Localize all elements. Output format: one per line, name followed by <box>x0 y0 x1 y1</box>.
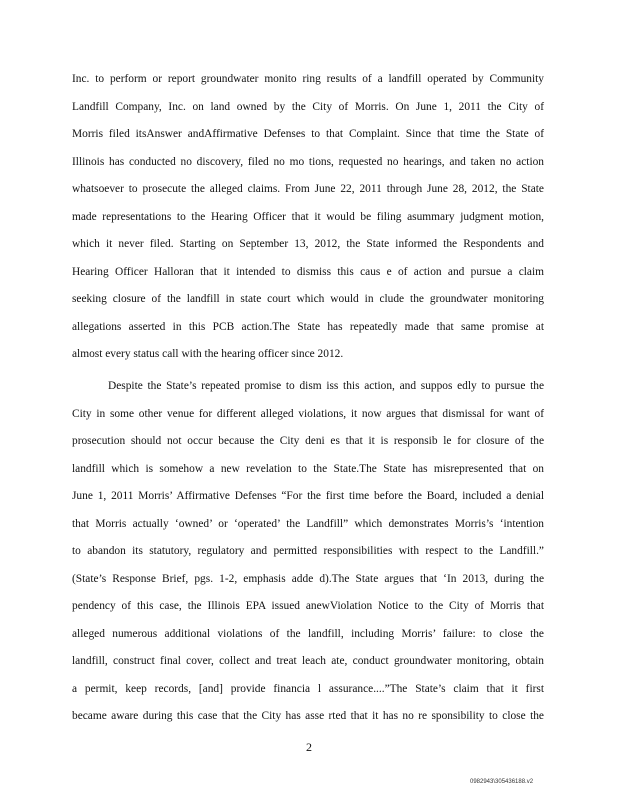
paragraph1-line: almost every status call with the hearing officer since 2012. <box>72 348 344 360</box>
paragraph2-line: pendency of this case, the Illinois EPA issued anewViolation Notice to the City of Morris that <box>72 600 544 612</box>
document-id: 0982943\305436188.v2 <box>470 779 534 785</box>
paragraph1-line: made representations to the Hearing Officer that it would be filing asummary judgment motion, <box>72 210 544 223</box>
page-number: 2 <box>306 740 312 754</box>
paragraph2-line: alleged numerous additional violations of the landfill, including Morris’ failure: to close the <box>72 627 544 640</box>
paragraph1-line: which it never filed. Starting on September 13, 2012, the State informed the Respondents and <box>72 238 544 250</box>
paragraph2-line: a permit, keep records, [and] provide financia l assurance....”The State’s claim that it first <box>72 682 544 695</box>
paragraph1-line: Inc. to perform or report groundwater monito ring results of a landfill operated by Community <box>72 73 544 85</box>
paragraph2-line: June 1, 2011 Morris’ Affirmative Defenses “For the first time before the Board, included a denial <box>72 490 544 502</box>
paragraph2-line: that Morris actually ‘owned’ or ‘operated’ the Landfill” which demonstrates Morris’s ‘intention <box>72 517 544 530</box>
paragraph1-line: Hearing Officer Halloran that it intended to dismiss this caus e of action and pursue a claim <box>72 265 544 278</box>
paragraph2-line: landfill, construct final cover, collect and treat leach ate, conduct groundwater monitoring, obtain <box>72 655 544 667</box>
paragraph1-line: allegations asserted in this PCB action.The State has repeatedly made that same promise at <box>72 320 544 333</box>
paragraph2-line: (State’s Response Brief, pgs. 1-2, emphasis adde d).The State argues that ‘In 2013, during the <box>72 572 544 585</box>
paragraph2-line: became aware during this case that the City has asse rted that it has no re sponsibility to close the <box>72 710 544 722</box>
paragraph2-line: prosecution should not occur because the City deni es that it is responsib le for closure of the <box>72 435 544 447</box>
paragraph1-line: Morris filed itsAnswer andAffirmative Defenses to that Complaint. Since that time the State of <box>72 128 544 140</box>
paragraph1-line: seeking closure of the landfill in state court which would in clude the groundwater monitoring <box>72 293 544 305</box>
paragraph1-line: Illinois has conducted no discovery, filed no mo tions, requested no hearings, and taken no action <box>72 155 544 168</box>
paragraph2-line: landfill which is somehow a new revelation to the State.The State has misrepresented that on <box>72 462 544 475</box>
paragraph2-line: City in some other venue for different alleged violations, it now argues that dismissal for want of <box>72 407 544 420</box>
paragraph2-line: to abandon its statutory, regulatory and permitted responsibilities with respect to the Landfill.” <box>72 545 544 557</box>
paragraph1-line: whatsoever to prosecute the alleged claims. From June 22, 2011 through June 28, 2012, the State <box>72 183 544 195</box>
paragraph2-first-line: Despite the State’s repeated promise to dism iss this action, and suppos edly to pursue the <box>108 380 544 392</box>
paragraph1-line: Landfill Company, Inc. on land owned by the City of Morris. On June 1, 2011 the City of <box>72 100 544 113</box>
